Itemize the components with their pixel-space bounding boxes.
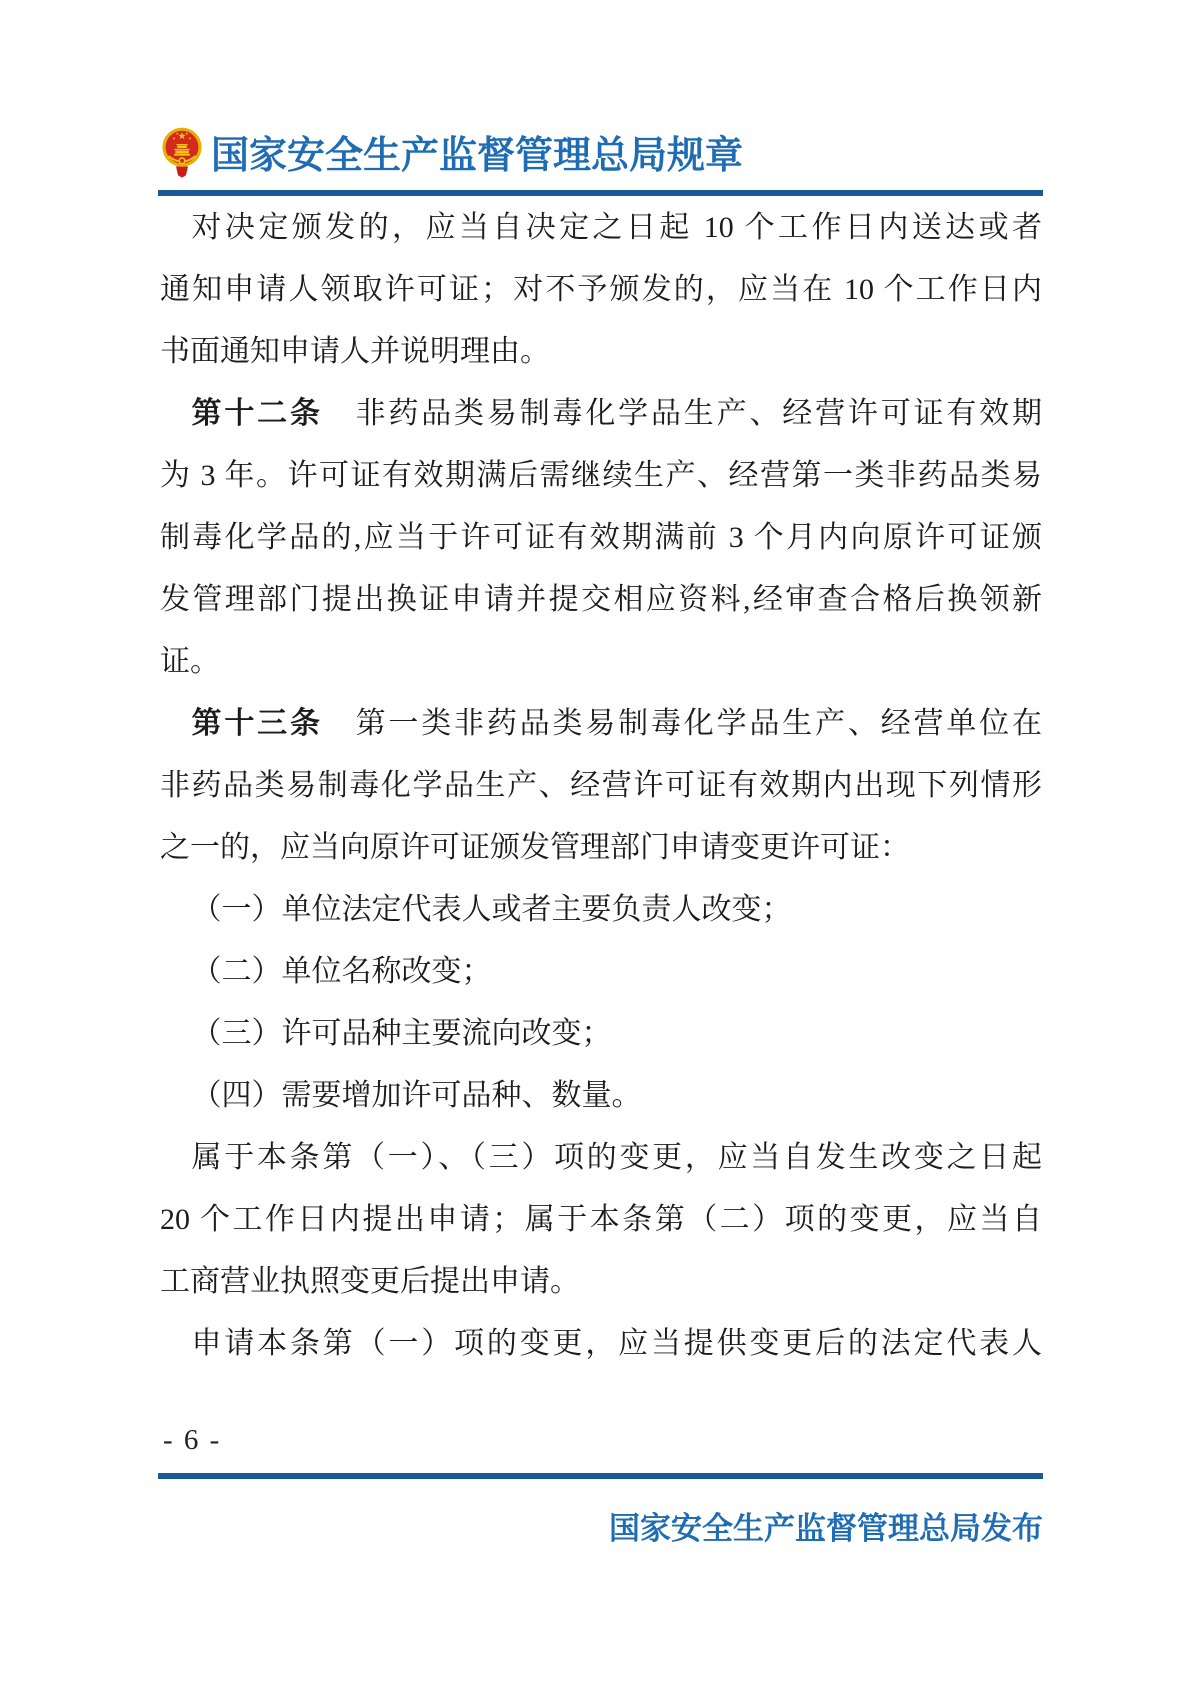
- publisher-label: 国家安全生产监督管理总局发布: [609, 1511, 1043, 1546]
- body-line: 对决定颁发的，应当自决定之日起 10 个工作日内送达或者: [191, 211, 1042, 244]
- article-heading: 第十三条: [191, 707, 323, 740]
- body-line: 申请本条第（一）项的变更，应当提供变更后的法定代表人: [191, 1327, 1042, 1360]
- header-title: 国家安全生产监督管理总局规章: [211, 135, 744, 177]
- body-line: 属于本条第（一）、（三）项的变更，应当自发生改变之日起: [191, 1141, 1042, 1174]
- body-line: 之一的，应当向原许可证颁发管理部门申请变更许可证：: [160, 831, 910, 864]
- body-line: （三）许可品种主要流向改变；: [191, 1017, 612, 1050]
- body-line: 为 3 年。许可证有效期满后需继续生产、经营第一类非药品类易: [160, 459, 1042, 492]
- body-line: 20 个工作日内提出申请；属于本条第（二）项的变更，应当自: [160, 1203, 1042, 1236]
- article-heading: 第十二条: [191, 397, 323, 430]
- body-line: （一）单位法定代表人或者主要负责人改变；: [191, 893, 792, 926]
- body-line: （四）需要增加许可品种、数量。: [191, 1079, 642, 1112]
- body-line: 书面通知申请人并说明理由。: [160, 335, 550, 368]
- header-divider: [158, 190, 1043, 196]
- page-header: [162, 124, 743, 179]
- body-line: 制毒化学品的,应当于许可证有效期满前 3 个月内向原许可证颁: [160, 521, 1042, 554]
- footer-divider: [158, 1473, 1043, 1479]
- china-national-emblem-icon: [162, 126, 202, 178]
- body-line: （二）单位名称改变；: [191, 955, 492, 988]
- body-line: 证。: [160, 645, 220, 678]
- body-line: 工商营业执照变更后提出申请。: [160, 1265, 580, 1298]
- body-line: 通知申请人领取许可证；对不予颁发的，应当在 10 个工作日内: [160, 273, 1042, 306]
- body-line: 第十二条 非药品类易制毒化学品生产、经营许可证有效期: [191, 397, 1043, 430]
- body-line: 第十三条 第一类非药品类易制毒化学品生产、经营单位在: [191, 707, 1043, 740]
- body-line: 非药品类易制毒化学品生产、经营许可证有效期内出现下列情形: [160, 769, 1042, 802]
- document-body: [160, 197, 1042, 1375]
- body-line: 发管理部门提出换证申请并提交相应资料,经审查合格后换领新: [160, 583, 1042, 616]
- page-number: - 6 -: [163, 1424, 222, 1456]
